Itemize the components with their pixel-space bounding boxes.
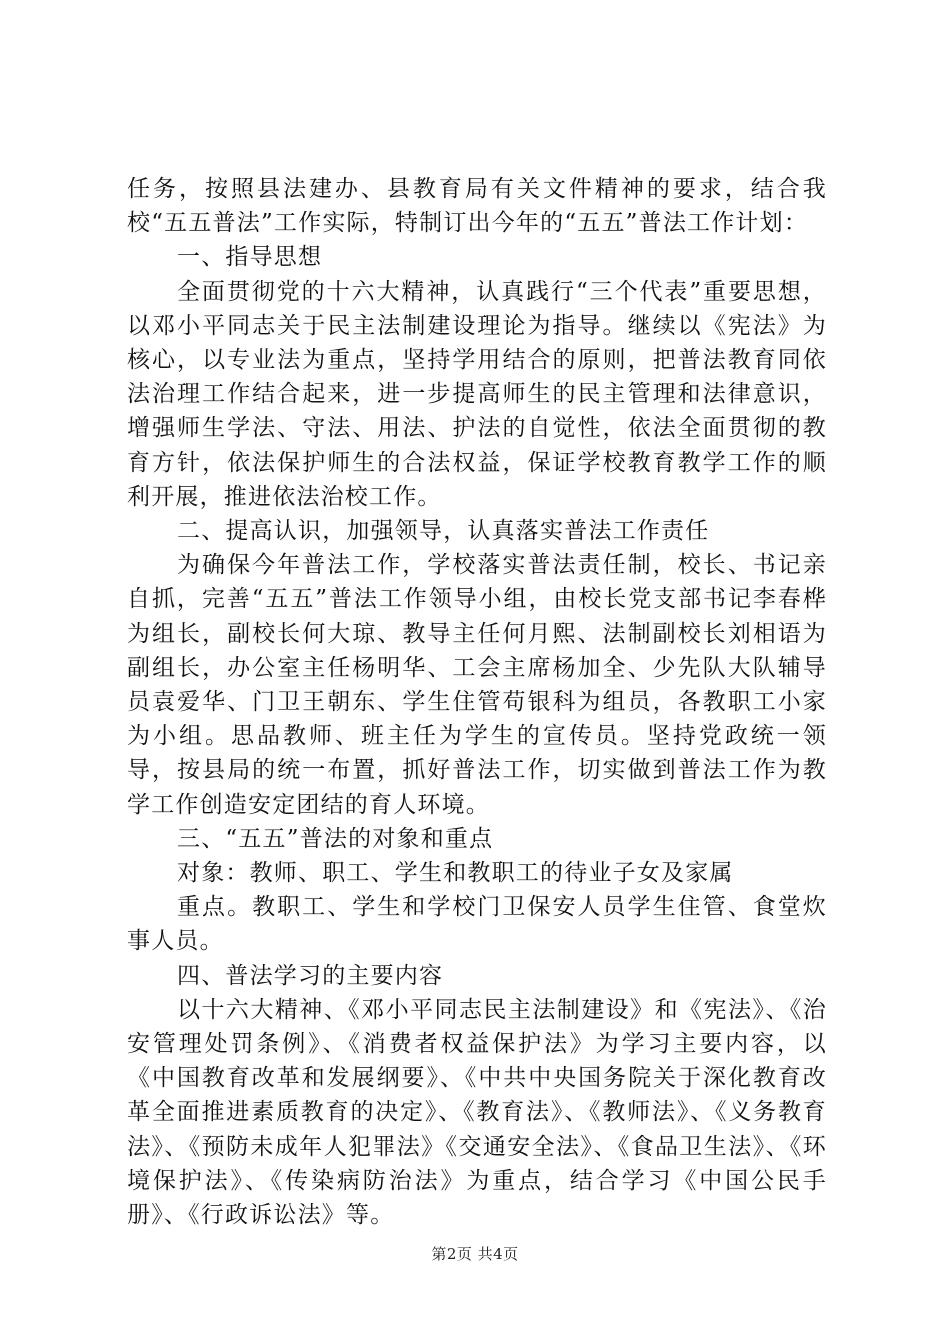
paragraph-leadership: 为确保今年普法工作，学校落实普法责任制，校长、书记亲自抓，完善“五五”普法工作领导小组，由校长党支部书记李春桦为组长，副校长何大琼、教导主任何月熙、法制副校长刘相语为副组长，办公室主任杨明华、工会主席杨加全、少先队大队辅导员袁爱华、门卫王朝东、学生住管苟银科为组员，各教职工小家为小组。思品教师、班主任为学生的宣传员。坚持党政统一领导，按县局的统一布置，抓好普法工作，切实做到普法工作为教学工作创造安定团结的育人环境。: [127, 552, 827, 818]
page-number-footer: 第2页 共4页: [431, 1245, 519, 1263]
heading-targets-focus: 三、“五五”普法的对象和重点: [177, 825, 494, 852]
paragraph-continuation: 任务，按照县法建办、县教育局有关文件精神的要求，结合我校“五五普法”工作实际，特制订出今年的“五五”普法工作计划：: [127, 176, 827, 237]
paragraph-focus: 重点。教职工、学生和学校门卫保安人员学生住管、食堂炊事人员。: [127, 894, 827, 955]
document-body: [127, 172, 827, 1232]
heading-leadership: 二、提高认识，加强领导，认真落实普法工作责任: [177, 518, 710, 545]
heading-study-content: 四、普法学习的主要内容: [177, 962, 444, 989]
paragraph-guiding-ideology: 全面贯彻党的十六大精神，认真践行“三个代表”重要思想，以邓小平同志关于民主法制建设理论为指导。继续以《宪法》为核心，以专业法为重点，坚持学用结合的原则，把普法教育同依法治理工作结合起来，进一步提高师生的民主管理和法律意识，增强师生学法、守法、用法、护法的自觉性，依法全面贯彻的教育方针，依法保护师生的合法权益，保证学校教育教学工作的顺利开展，推进依法治校工作。: [127, 278, 827, 510]
paragraph-study-content: 以十六大精神、《邓小平同志民主法制建设》和《宪法》、《治安管理处罚条例》、《消费者权益保护法》为学习主要内容，以《中国教育改革和发展纲要》、《中共中央国务院关于深化教育改革全面推进素质教育的决定》、《教育法》、《教师法》、《义务教育法》、《预防未成年人犯罪法》《交通安全法》、《食品卫生法》、《环境保护法》、《传染病防治法》为重点，结合学习《中国公民手册》、《行政诉讼法》等。: [127, 996, 827, 1229]
heading-guiding-ideology: 一、指导思想: [177, 244, 323, 271]
paragraph-targets: 对象：教师、职工、学生和教职工的待业子女及家属: [177, 860, 734, 887]
